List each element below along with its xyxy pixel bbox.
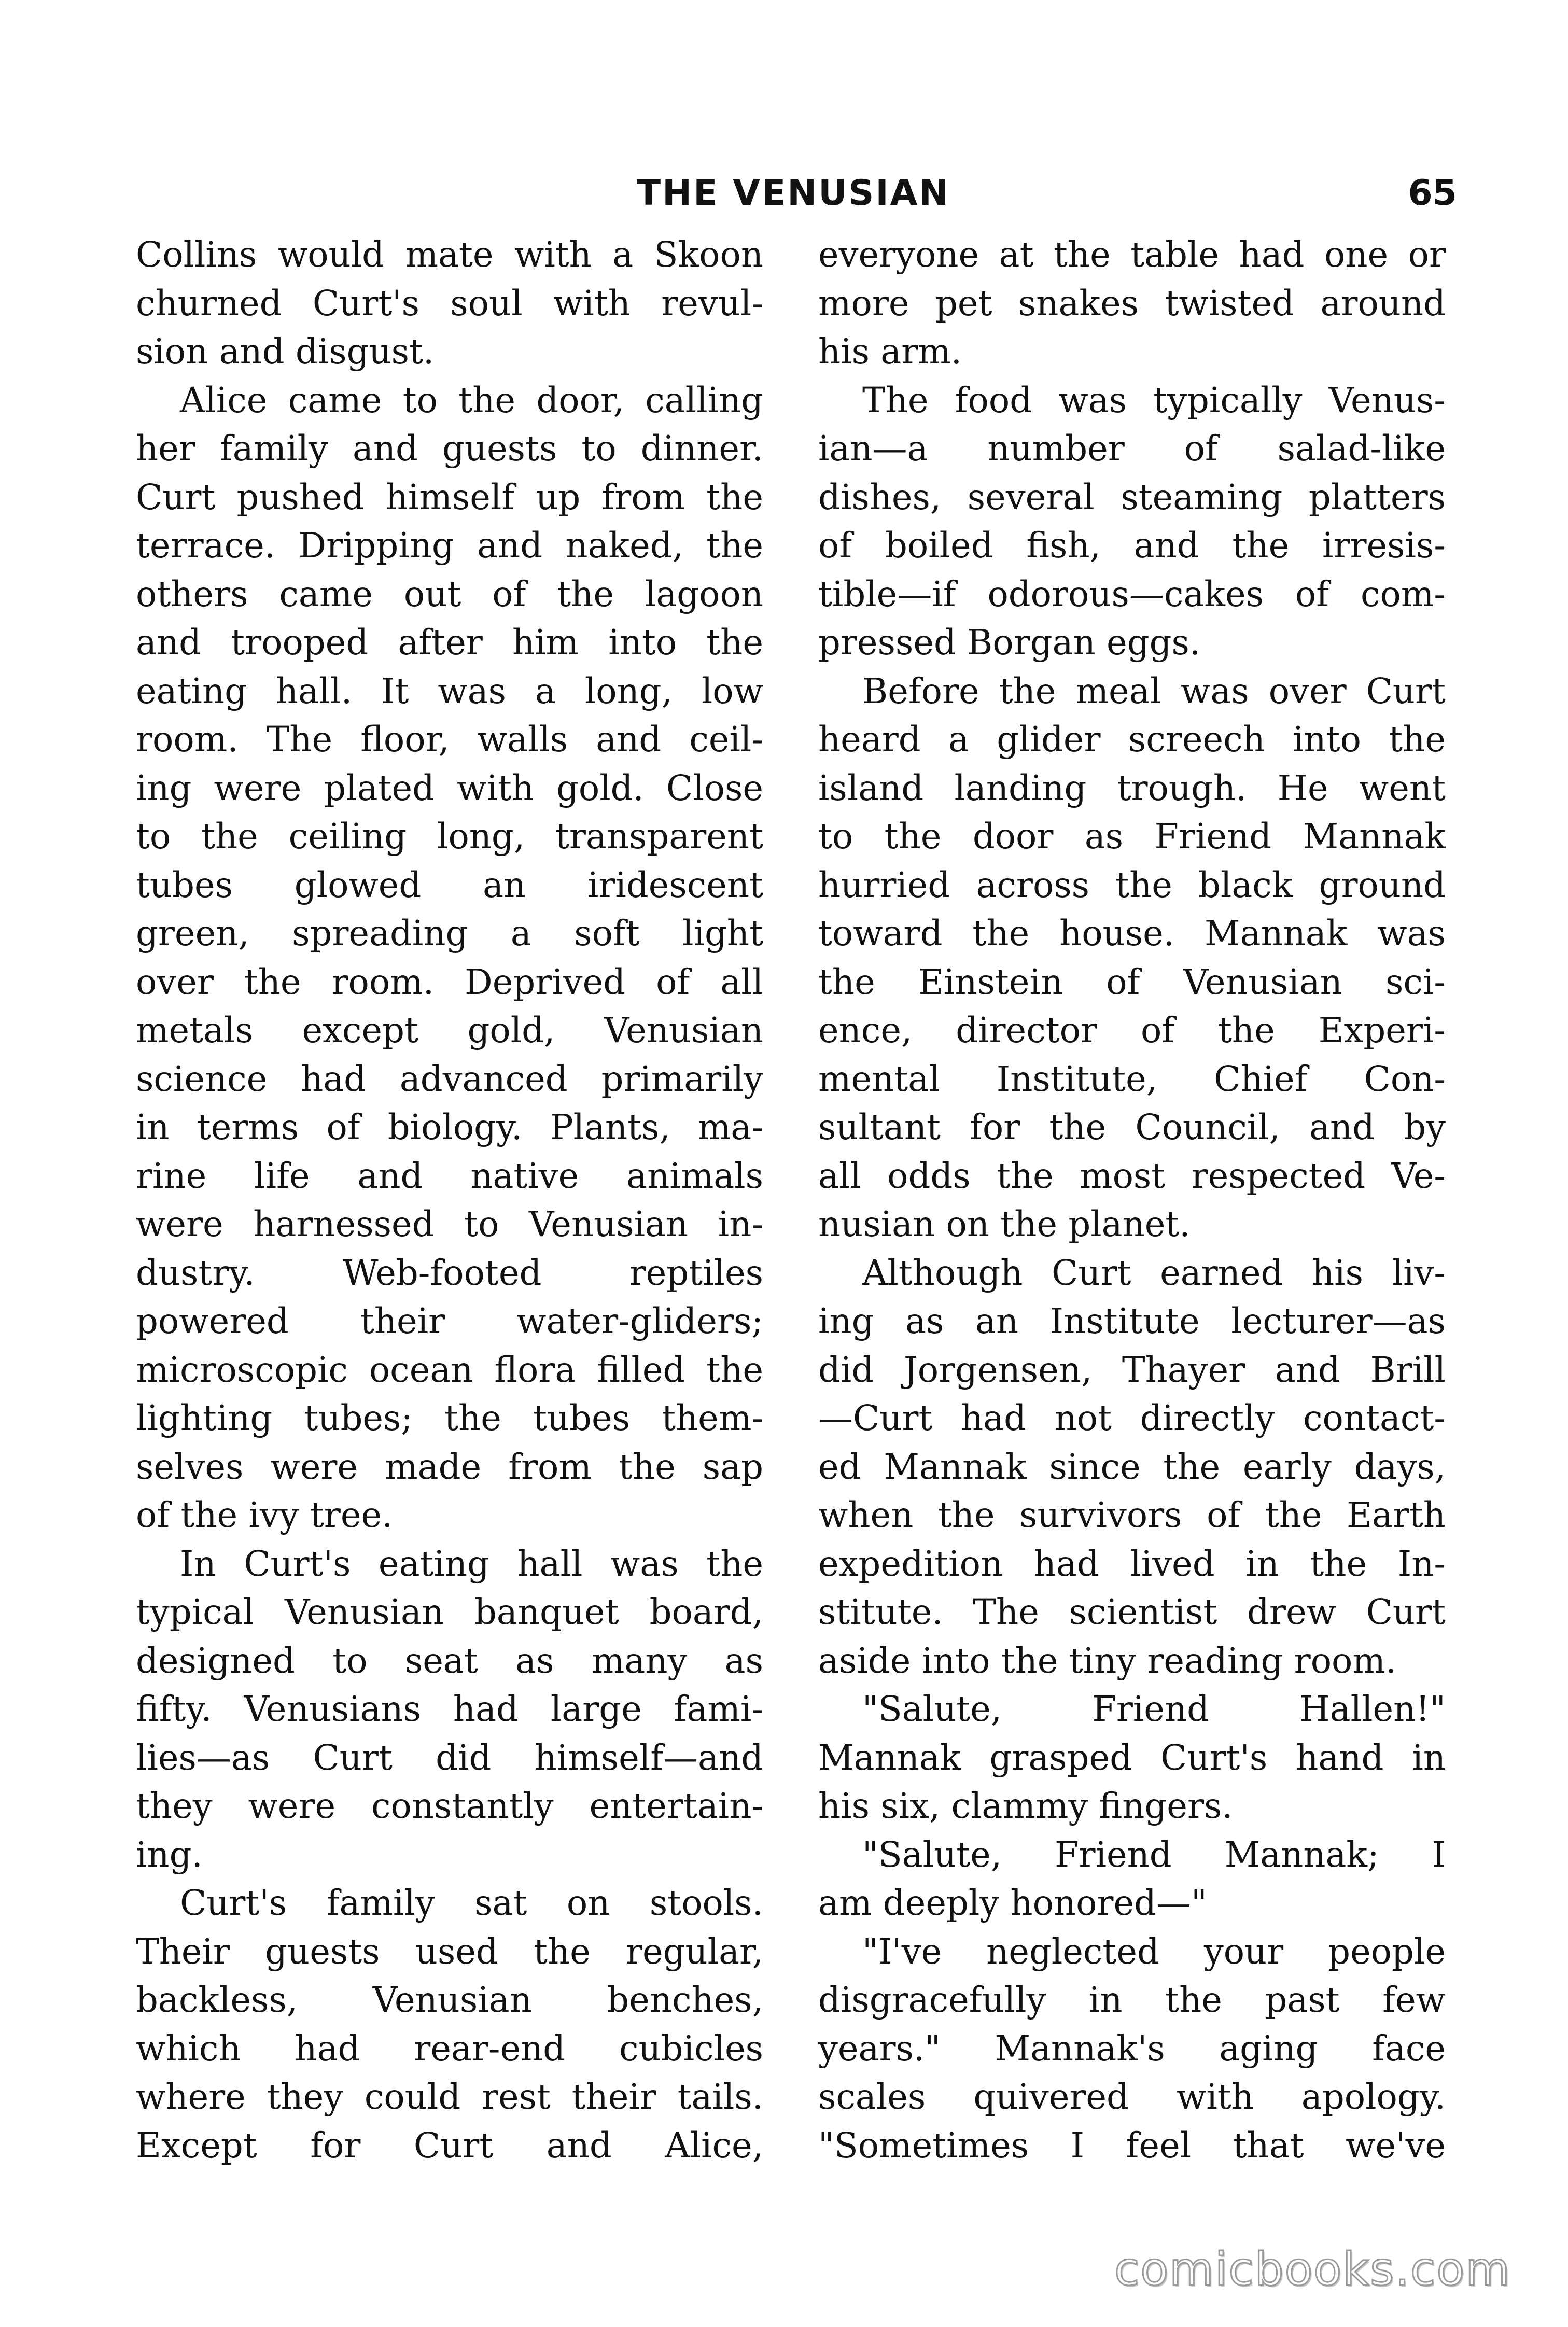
text-line: Their guests used the regular,	[136, 1931, 763, 1972]
text-line: room. The floor, walls and ceil-	[136, 719, 763, 760]
running-title: THE VENUSIAN	[636, 173, 950, 214]
text-line: his six, clammy fingers.	[818, 1786, 1233, 1826]
text-column-left	[136, 231, 763, 2170]
text-line: to the door as Friend Mannak	[818, 816, 1446, 857]
text-line: the Einstein of Venusian sci-	[818, 961, 1446, 1002]
text-line: mental Institute, Chief Con-	[818, 1058, 1446, 1099]
text-line: everyone at the table had one or	[818, 234, 1446, 275]
text-line: designed to seat as many as	[136, 1640, 763, 1681]
text-line: —Curt had not directly contact-	[818, 1398, 1446, 1438]
text-line: ence, director of the Experi-	[818, 1010, 1446, 1050]
text-line: of the ivy tree.	[136, 1495, 393, 1535]
text-line: am deeply honored—"	[818, 1883, 1207, 1923]
text-line: green, spreading a soft light	[136, 913, 763, 954]
paragraph	[818, 1685, 1446, 1831]
text-line: eating hall. It was a long, low	[136, 670, 763, 711]
text-line: The food was typically Venus-	[862, 380, 1446, 420]
text-line: metals except gold, Venusian	[136, 1010, 763, 1050]
text-line: Collins would mate with a Skoon	[136, 234, 763, 275]
text-line: did Jorgensen, Thayer and Brill	[818, 1349, 1446, 1390]
paragraph	[818, 376, 1446, 667]
text-line: backless, Venusian benches,	[136, 1980, 763, 2020]
text-line: they were constantly entertain-	[136, 1786, 763, 1826]
text-line: disgracefully in the past few	[818, 1980, 1446, 2020]
text-line: tubes glowed an iridescent	[136, 864, 763, 905]
text-line: "Salute, Friend Mannak; I	[862, 1834, 1446, 1875]
paragraph	[818, 1928, 1446, 2170]
text-line: expedition had lived in the In-	[818, 1543, 1446, 1584]
text-line: fifty. Venusians had large fami-	[136, 1689, 763, 1729]
text-line: toward the house. Mannak was	[818, 913, 1446, 954]
text-line: dustry. Web-footed reptiles	[136, 1252, 763, 1293]
text-line: sion and disgust.	[136, 331, 435, 372]
text-line: "I've neglected your people	[862, 1931, 1446, 1972]
text-line: tible—if odorous—cakes of com-	[818, 573, 1446, 614]
text-line: In Curt's eating hall was the	[180, 1543, 763, 1584]
text-line: scales quivered with apology.	[818, 2077, 1446, 2117]
text-line: lighting tubes; the tubes them-	[136, 1398, 763, 1438]
text-line: to the ceiling long, transparent	[136, 816, 763, 857]
text-line: Curt's family sat on stools.	[180, 1883, 763, 1923]
text-line: dishes, several steaming platters	[818, 476, 1446, 517]
paragraph	[136, 231, 763, 376]
text-line: others came out of the lagoon	[136, 573, 763, 614]
paragraph	[136, 376, 763, 1540]
watermark: comicbooks.com	[1114, 2242, 1511, 2296]
text-column-right	[818, 231, 1446, 2170]
text-line: stitute. The scientist drew Curt	[818, 1592, 1446, 1632]
text-line: Except for Curt and Alice,	[136, 2125, 763, 2166]
text-line: sultant for the Council, and by	[818, 1107, 1446, 1147]
text-line: hurried across the black ground	[818, 864, 1446, 905]
text-line: selves were made from the sap	[136, 1446, 763, 1487]
text-line: ed Mannak since the early days,	[818, 1446, 1446, 1487]
text-line: powered their water-gliders;	[136, 1301, 763, 1341]
text-line: rine life and native animals	[136, 1155, 763, 1196]
text-line: nusian on the planet.	[818, 1204, 1191, 1244]
paragraph	[818, 667, 1446, 1249]
text-line: Mannak grasped Curt's hand in	[818, 1737, 1446, 1778]
text-line: typical Venusian banquet board,	[136, 1592, 763, 1632]
page-number: 65	[1408, 173, 1457, 214]
text-line: ing as an Institute lecturer—as	[818, 1301, 1446, 1341]
text-line: pressed Borgan eggs.	[818, 622, 1201, 663]
text-line: ian—a number of salad-like	[818, 428, 1446, 469]
text-line: her family and guests to dinner.	[136, 428, 763, 469]
text-line: lies—as Curt did himself—and	[136, 1737, 763, 1778]
text-line: years." Mannak's aging face	[818, 2028, 1446, 2069]
text-line: island landing trough. He went	[818, 767, 1446, 808]
text-line: heard a glider screech into the	[818, 719, 1446, 760]
text-line: ing.	[136, 1834, 203, 1875]
text-line: when the survivors of the Earth	[818, 1495, 1446, 1535]
text-line: Before the meal was over Curt	[862, 670, 1446, 711]
paragraph	[818, 231, 1446, 376]
text-line: were harnessed to Venusian in-	[136, 1204, 763, 1244]
text-line: terrace. Dripping and naked, the	[136, 525, 763, 566]
text-line: "Sometimes I feel that we've	[818, 2125, 1446, 2166]
text-line: of boiled fish, and the irresis-	[818, 525, 1446, 566]
text-line: science had advanced primarily	[136, 1058, 763, 1099]
text-line: more pet snakes twisted around	[818, 283, 1446, 324]
text-line: over the room. Deprived of all	[136, 961, 763, 1002]
text-line: Alice came to the door, calling	[180, 380, 763, 420]
text-line: and trooped after him into the	[136, 622, 763, 663]
text-line: which had rear-end cubicles	[136, 2028, 763, 2069]
text-line: his arm.	[818, 331, 962, 372]
paragraph	[136, 1540, 763, 1880]
text-line: ing were plated with gold. Close	[136, 767, 763, 808]
text-line: all odds the most respected Ve-	[818, 1155, 1446, 1196]
text-line: "Salute, Friend Hallen!"	[862, 1689, 1446, 1729]
text-line: Curt pushed himself up from the	[136, 476, 763, 517]
paragraph	[818, 1249, 1446, 1686]
text-line: aside into the tiny reading room.	[818, 1640, 1397, 1681]
text-line: where they could rest their tails.	[136, 2077, 763, 2117]
text-line: churned Curt's soul with revul-	[136, 283, 763, 324]
running-head	[130, 165, 1457, 222]
paragraph	[818, 1831, 1446, 1928]
paragraph	[136, 1879, 763, 2170]
text-line: in terms of biology. Plants, ma-	[136, 1107, 763, 1147]
text-line: Although Curt earned his liv-	[862, 1252, 1446, 1293]
text-line: microscopic ocean flora filled the	[136, 1349, 763, 1390]
